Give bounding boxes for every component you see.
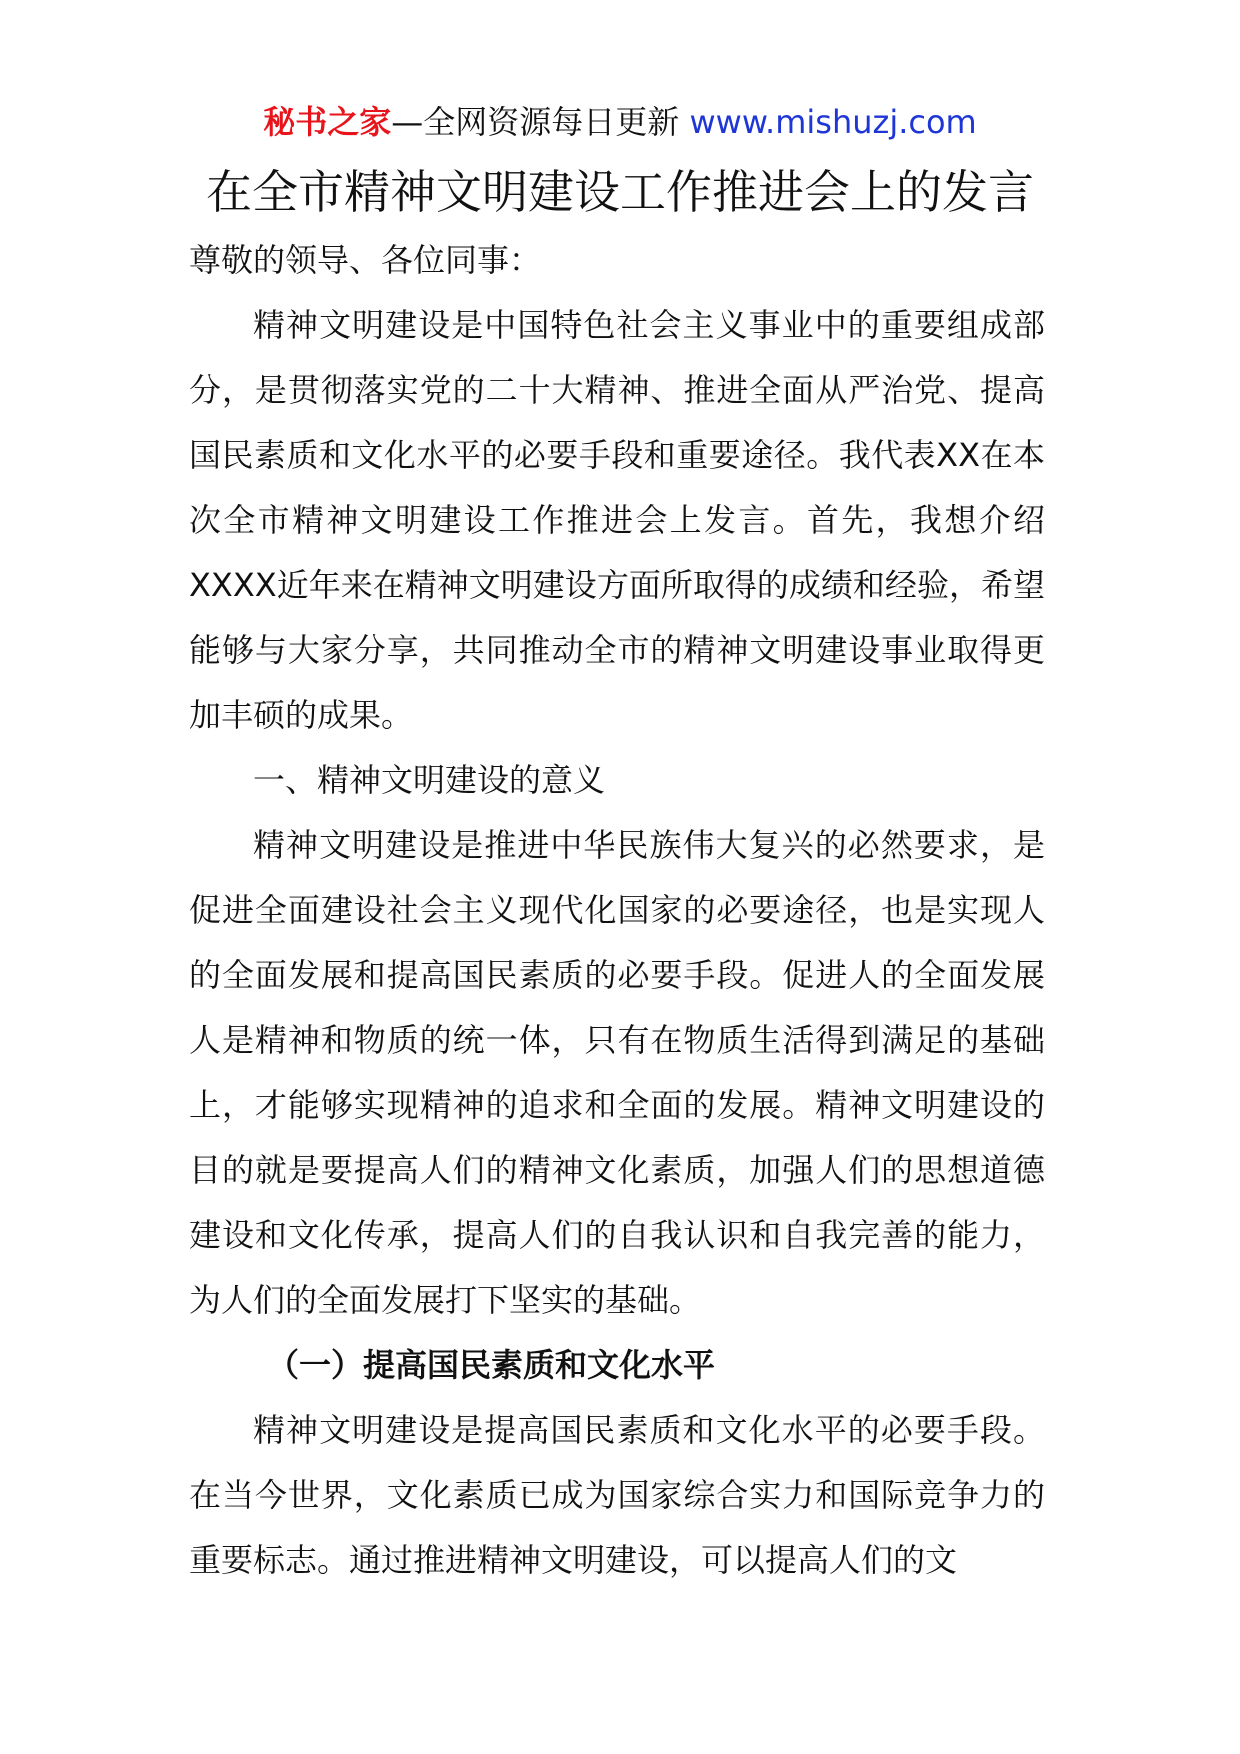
site-header: [0, 100, 1240, 144]
header-slogan: —全网资源每日更新: [391, 103, 680, 141]
site-url-link[interactable]: www.mishuzj.com: [689, 103, 977, 141]
section-heading-1: 一、精神文明建设的意义: [253, 761, 606, 799]
paragraph-intro: 精神文明建设是中国特色社会主义事业中的重要组成部分，是贯彻落实党的二十大精神、推进全面从严治党、提高国民素质和文化水平的必要手段和重要途径。我代表XX在本次全市精神文明建设工作推进会上发言。首先，我想介绍XXXX近年来在精神文明建设方面所取得的成绩和经验，希望能够与大家分享，共同推动全市的精神文明建设事业取得更加丰硕的成果。: [189, 306, 1045, 734]
document-title: 在全市精神文明建设工作推进会上的发言: [206, 165, 1034, 219]
paragraph-significance: 精神文明建设是推进中华民族伟大复兴的必然要求，是促进全面建设社会主义现代化国家的必要途径，也是实现人的全面发展和提高国民素质的必要手段。促进人的全面发展人是精神和物质的统一体，只有在物质生活得到满足的基础上，才能够实现精神的追求和全面的发展。精神文明建设的目的就是要提高人们的精神文化素质，加强人们的思想道德建设和文化传承，提高人们的自我认识和自我完善的能力，为人们的全面发展打下坚实的基础。: [189, 826, 1045, 1319]
salutation: 尊敬的领导、各位同事：: [189, 241, 542, 279]
brand-name: 秘书之家: [263, 103, 392, 141]
paragraph-quality: 精神文明建设是提高国民素质和文化水平的必要手段。在当今世界，文化素质已成为国家综合实力和国际竞争力的重要标志。通过推进精神文明建设，可以提高人们的文: [189, 1411, 1045, 1579]
document-body: [189, 228, 1045, 1593]
subsection-heading-1: （一）提高国民素质和文化水平: [267, 1346, 716, 1384]
